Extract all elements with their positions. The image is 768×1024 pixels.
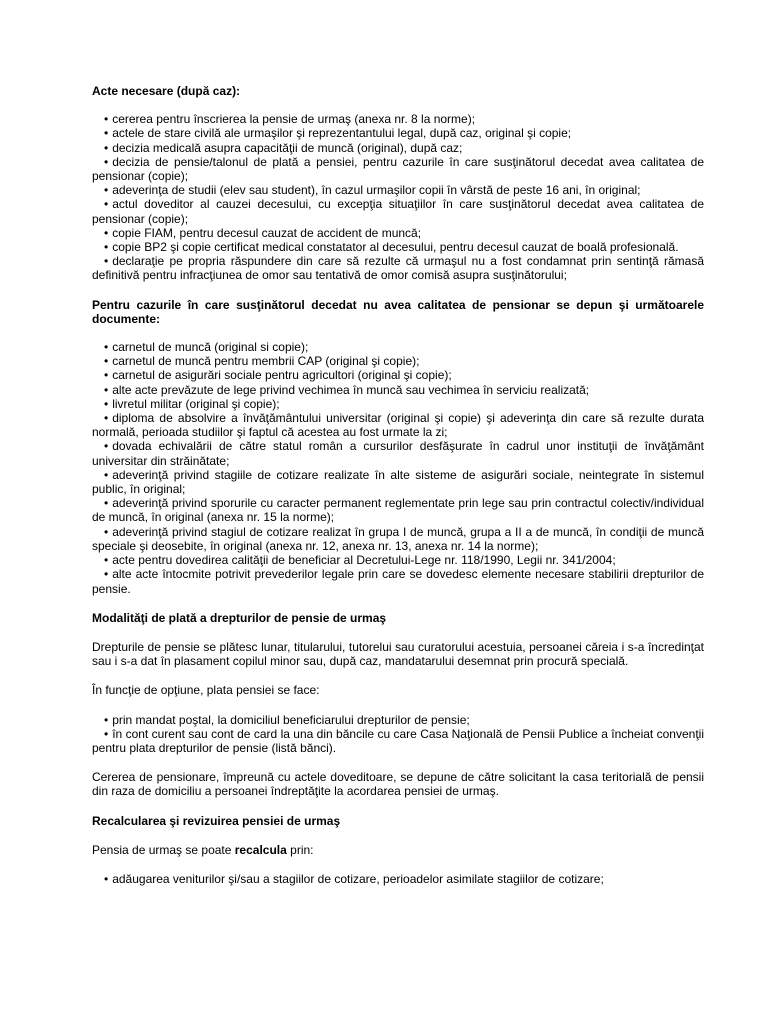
list-item: • dovada echivalării de către statul român a cursurilor desfăşurate în cadrul unor instituţii de învăţământ universitar din străinătate; <box>92 439 704 468</box>
bullet-icon: • <box>104 567 109 582</box>
bullet-icon: • <box>104 126 109 141</box>
bullet-icon: • <box>104 368 109 383</box>
list-documente-suplimentare <box>92 340 704 596</box>
bullet-icon: • <box>104 154 109 169</box>
heading-recalculare: Recalcularea şi revizuirea pensiei de urmaş <box>92 813 341 828</box>
paragraph-plata-lunara: Drepturile de pensie se plătesc lunar, titularului, tutorelui sau curatorului acestuia, persoanei căreia i s-a încredinţat sau i s-a dat în plasament copilul minor sau, după caz, mandatarului desemnat prin procură specială. <box>92 639 704 669</box>
bullet-icon: • <box>104 382 109 397</box>
list-item: • în cont curent sau cont de card la una din băncile cu care Casa Naţională de Pensii Publice a încheiat convenţii pentru plata drepturilor de pensie (listă bănci). <box>92 726 704 755</box>
bullet-icon: • <box>104 197 109 212</box>
bullet-icon: • <box>104 524 109 539</box>
keyword-recalcula: recalcula <box>234 842 287 857</box>
bullet-icon: • <box>104 726 109 741</box>
bullet-icon: • <box>104 496 109 511</box>
bullet-icon: • <box>104 240 109 255</box>
heading-modalitati-plata: Modalităţi de plată a drepturilor de pensie de urmaş <box>92 610 387 625</box>
list-item: • decizia de pensie/talonul de plată a pensiei, pentru cazurile în care susţinătorul decedat avea calitatea de pensionar (copie); <box>92 154 704 184</box>
bullet-icon: • <box>104 553 109 568</box>
bullet-icon: • <box>104 411 109 426</box>
list-item: • alte acte întocmite potrivit prevederilor legale prin care se dovedesc elemente necesare stabilirii drepturilor de pensie. <box>92 567 704 596</box>
bullet-icon: • <box>104 439 109 454</box>
list-item: • decizia medicală asupra capacităţii de muncă (original), după caz; <box>104 140 463 155</box>
list-item: • livretul militar (original şi copie); <box>104 396 280 411</box>
document-page <box>92 84 704 886</box>
bullet-icon: • <box>104 254 109 269</box>
bullet-icon: • <box>104 467 109 482</box>
list-acte-necesare <box>92 112 704 282</box>
bullet-icon: • <box>104 712 109 727</box>
list-item: • copie FIAM, pentru decesul cauzat de accident de muncă; <box>104 225 422 240</box>
list-item: • actul doveditor al cauzei decesului, cu excepţia situaţiilor în care susţinătorul decedat avea calitatea de pensionar (copie); <box>92 197 704 226</box>
list-item: • carnetul de asigurări sociale pentru agricultori (original şi copie); <box>104 368 452 383</box>
list-item: • adeverinţă privind stagiile de cotizare realizate în alte sisteme de asigurări sociale, neintegrate în sistemul public, în original; <box>92 467 704 497</box>
bullet-icon: • <box>104 354 109 369</box>
bullet-icon: • <box>104 183 109 198</box>
bullet-icon: • <box>104 140 109 155</box>
bullet-icon: • <box>104 112 109 127</box>
list-item: • prin mandat poştal, la domiciliul beneficiarului drepturilor de pensie; <box>104 712 470 727</box>
list-recalculare <box>92 872 704 886</box>
list-item: • adeverinţă privind sporurile cu caracter permanent reglementate prin lege sau prin contractul colectiv/individual de muncă, în original (anexa nr. 15 la norme); <box>92 496 704 525</box>
bullet-icon: • <box>104 871 109 886</box>
list-item: • carnetul de muncă (original si copie); <box>104 340 309 355</box>
paragraph-optiune-plata: În funcţie de opţiune, plata pensiei se face: <box>92 683 320 698</box>
heading-cazuri-nepensionar: Pentru cazurile în care susţinătorul decedat nu avea calitatea de pensionar se depun şi următoarele documente: <box>92 297 704 326</box>
list-item: • adeverinţă privind stagiul de cotizare realizat în grupa I de muncă, grupa a II a de muncă, în condiţii de muncă speciale şi deosebite, în original (anexa nr. 12, anexa nr. 13, anexa nr. 14 la norme); <box>92 524 704 553</box>
list-item: • acte pentru dovedirea calităţii de beneficiar al Decretului-Lege nr. 118/1990, Legii nr. 341/2004; <box>104 553 616 568</box>
list-modalitati-plata <box>92 713 704 756</box>
paragraph-depunere-cerere: Cererea de pensionare, împreună cu actele doveditoare, se depune de către solicitant la casa teritorială de pensii din raza de domiciliu a persoanei îndreptăţite la acordarea pensiei de urmaş. <box>92 770 704 799</box>
list-item: • diploma de absolvire a învăţământului universitar (original şi copie) şi adeverinţa din care să rezulte durata normală, perioada studiilor şi faptul că acestea au fost urmate la zi; <box>92 411 704 440</box>
list-item: • copie BP2 şi copie certificat medical constatator al decesului, pentru decesul cauzat de boală profesională. <box>104 240 679 255</box>
list-item: • cererea pentru înscrierea la pensie de urmaş (anexa nr. 8 la norme); <box>104 112 476 127</box>
paragraph-recalculare: Pensia de urmaş se poate recalcula prin: <box>92 842 314 857</box>
list-item: • adăugarea veniturilor şi/sau a stagiilor de cotizare, perioadelor asimilate stagiilor de cotizare; <box>104 871 604 886</box>
list-item: • alte acte prevăzute de lege privind vechimea în muncă sau vechimea în serviciu realizată; <box>104 382 590 397</box>
list-item: • actele de stare civilă ale urmaşilor şi reprezentantului legal, după caz, original şi copie; <box>104 126 572 141</box>
bullet-icon: • <box>104 340 109 355</box>
list-item: • declaraţie pe propria răspundere din care să rezulte că urmaşul nu a fost condamnat prin sentinţă rămasă definitivă pentru infracţiunea de omor sau tentativă de omor comisă asupra susţinătorului; <box>92 254 704 283</box>
bullet-icon: • <box>104 396 109 411</box>
heading-acte-necesare: Acte necesare (după caz): <box>92 84 241 98</box>
bullet-icon: • <box>104 225 109 240</box>
list-item: • carnetul de muncă pentru membrii CAP (original şi copie); <box>104 354 420 369</box>
list-item: • adeverinţa de studii (elev sau student), în cazul urmaşilor copii în vârstă de peste 16 ani, în original; <box>104 183 641 198</box>
